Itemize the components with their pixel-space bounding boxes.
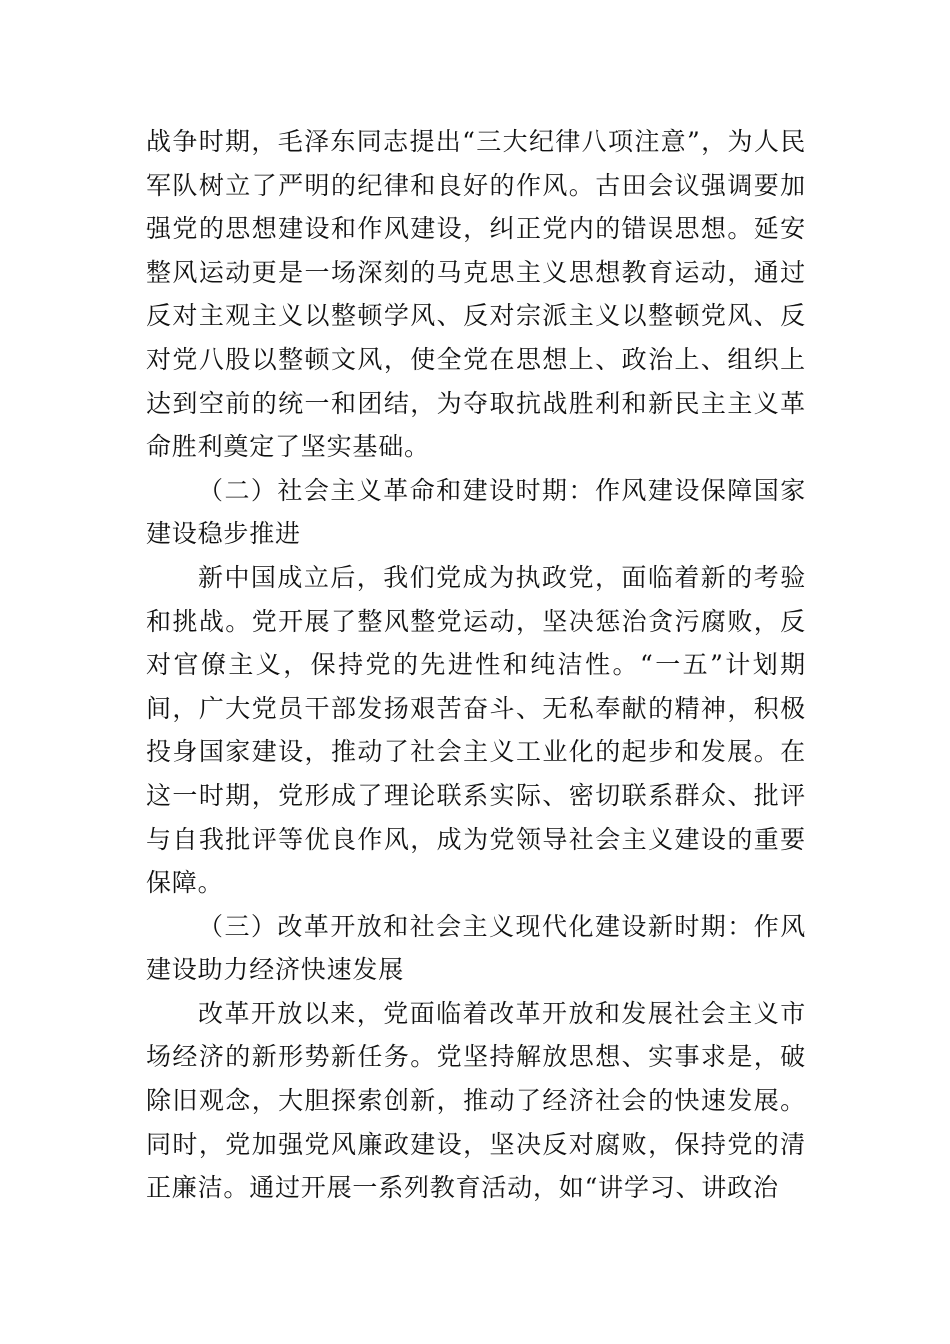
document-body <box>146 120 806 1210</box>
paragraph-reform-opening: 改革开放以来，党面临着改革开放和发展社会主义市场经济的新形势新任务。党坚持解放思想、实事求是，破除旧观念，大胆探索创新，推动了经济社会的快速发展。同时，党加强党风廉政建设，坚决反对腐败，保持党的清正廉洁。通过开展一系列教育活动，如“讲学习、讲政治 <box>146 998 806 1203</box>
paragraph-new-china: 新中国成立后，我们党成为执政党，面临着新的考验和挑战。党开展了整风整党运动，坚决惩治贪污腐败，反对官僚主义，保持党的先进性和纯洁性。“一五”计划期间，广大党员干部发扬艰苦奋斗、无私奉献的精神，积极投身国家建设，推动了社会主义工业化的起步和发展。在这一时期，党形成了理论联系实际、密切联系群众、批评与自我批评等优良作风，成为党领导社会主义建设的重要保障。 <box>146 562 806 898</box>
section-heading-reform-opening: （三）改革开放和社会主义现代化建设新时期：作风建设助力经济快速发展 <box>146 911 806 985</box>
paragraph-war-period: 战争时期，毛泽东同志提出“三大纪律八项注意”，为人民军队树立了严明的纪律和良好的作风。古田会议强调要加强党的思想建设和作风建设，纠正党内的错误思想。延安整风运动更是一场深刻的马克思主义思想教育运动，通过反对主观主义以整顿学风、反对宗派主义以整顿党风、反对党八股以整顿文风，使全党在思想上、政治上、组织上达到空前的统一和团结，为夺取抗战胜利和新民主主义革命胜利奠定了坚实基础。 <box>146 127 806 462</box>
section-heading-socialist-revolution: （二）社会主义革命和建设时期：作风建设保障国家建设稳步推进 <box>146 475 806 549</box>
